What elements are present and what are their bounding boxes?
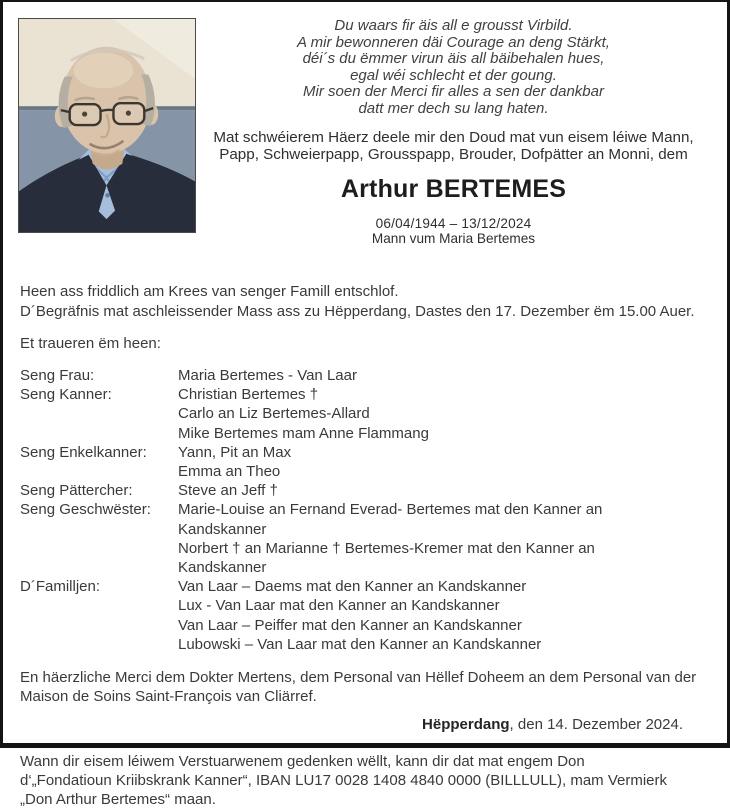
deceased-name: Arthur BERTEMES [340,175,567,204]
family-row-values [178,443,707,481]
family-member-line: Van Laar – Peiffer mat den Kanner an Kandskanner [178,616,522,634]
family-member-line: Maria Bertemes - Van Laar [178,366,357,384]
family-member-line: Kandskanner [178,520,267,538]
announcement-line: Heen ass friddlich am Krees van senger Famill entschlof. [20,283,399,301]
funeral-announcement [20,282,707,320]
family-row-values [178,481,707,500]
family-member-line: Steve an Jeff † [178,482,278,500]
family-row-label: Seng Kanner: [20,386,112,404]
poem-line: Du waars fir äis all e grousst Virbild. [334,17,573,34]
family-row [20,577,707,654]
family-member-line: Christian Bertemes † [178,386,319,404]
poem-line: déi´s du ëmmer virun äis all bäibehalen hues, [302,50,605,68]
family-member-line: Mike Bertemes mam Anne Flammang [178,424,429,442]
donation-paragraph [20,752,707,809]
place-name: Hëpperdang [422,716,510,734]
notice-body [3,282,727,809]
mourning-intro: Et traueren ëm heen: [20,334,161,352]
family-row-label: Seng Geschwëster: [20,501,151,519]
family-row [20,443,707,481]
family-row-label: D´Familljen: [20,578,101,596]
donation-line: „Don Arthur Bertemes“ maan. [20,791,216,809]
family-row-values [178,500,707,577]
portrait-illustration [19,19,195,232]
family-row-label: Seng Pättercher: [20,482,133,500]
family-member-line: Lubowski – Van Laar mat den Kanner an Kandskanner [178,635,542,653]
donation-line: d‘„Fondatioun Kriibskrank Kanner“, IBAN LU17 0028 1408 4840 0000 (BILLLULL), mam Vermierk [20,771,668,789]
thanks-paragraph: En häerzliche Merci dem Dokter Mertens, dem Personal van Hëllef Doheem an dem Personal van der Maison de Soins Saint-François van Cliärref. [20,669,697,706]
poem-line: Mir soen der Merci fir alles a sen der dankbar [303,83,604,101]
family-member-line: Emma an Theo [178,463,281,480]
family-member-line: Marie-Louise an Fernand Everad- Bertemes mat den Kanner an [178,501,603,519]
family-member-line: Kandskanner [178,559,267,577]
place-date-line [20,715,707,734]
memorial-poem [297,18,610,118]
family-row [20,481,707,500]
family-row-values [178,577,707,654]
family-row [20,500,707,577]
family-row-label: Seng Frau: [20,366,95,384]
relation-line: Mann vum Maria Bertemes [371,231,536,247]
family-member-line: Carlo an Liz Bertemes-Allard [178,405,370,423]
family-row-label: Seng Enkelkanner: [20,443,147,461]
notice-header [3,2,727,246]
family-member-line: Van Laar – Daems mat den Kanner an Kandskanner [178,578,527,596]
family-row-values [178,385,707,443]
family-row [20,366,707,385]
family-row [20,385,707,443]
family-row-values [178,366,707,385]
birth-death-dates: 06/04/1944 – 13/12/2024 [375,216,532,232]
portrait-photo [18,18,196,233]
donation-line: Wann dir eisem léiwem Verstuarwenem gedenken wëllt, kann dir dat mat engem Don [20,752,585,770]
family-list [20,366,707,654]
family-member-line: Norbert † an Marianne † Bertemes-Kremer mat den Kanner an [178,539,595,557]
family-member-line: Yann, Pit an Max [178,443,292,461]
poem-line: egal wéi schlecht et der goung. [350,66,557,84]
announcement-intro: Mat schwéierem Häerz deele mir den Doud mat vun eisem léiwe Mann, Papp, Schweierpapp, Grousspapp, Brouder, Dofpätter an Monni, dem [213,128,694,163]
family-member-line: Lux - Van Laar mat den Kanner an Kandskanner [178,597,500,615]
header-text-column [196,18,711,246]
date-text: , den 14. Dezember 2024. [509,716,683,734]
announcement-line: D´Begräfnis mat aschleissender Mass ass zu Hëpperdang, Dastes den 17. Dezember ëm 15.00 Auer. [20,302,695,320]
poem-line: A mir bewonneren däi Courage an deng Stärkt, [297,33,610,51]
poem-line: datt mer dech su lang haten. [358,99,549,117]
